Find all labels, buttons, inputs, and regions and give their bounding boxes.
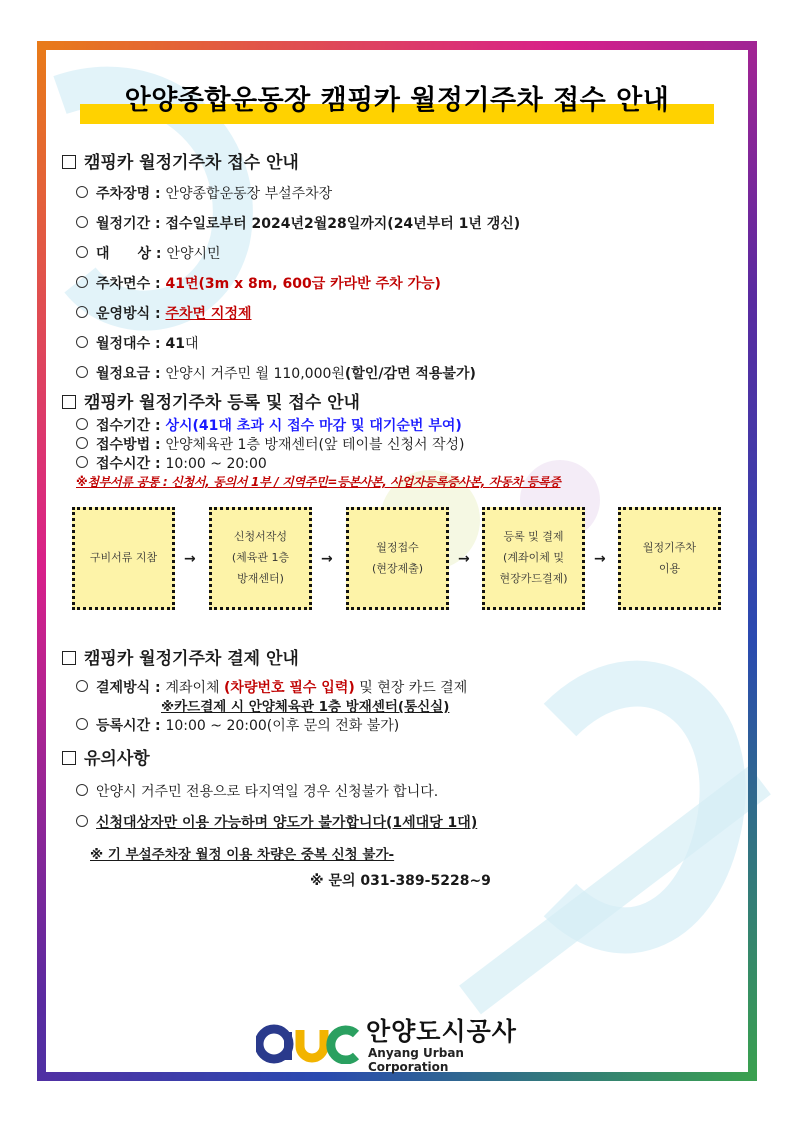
flow-step-payment: 등록 및 결제 (계좌이체 및 현장카드결제) [482, 507, 585, 610]
flow-step-submit: 월정접수 (현장제출) [346, 507, 449, 610]
section-heading-notice: 유의사항 [62, 744, 150, 769]
logo-name-korean: 안양도시공사 [366, 1017, 517, 1046]
checkbox-square-icon [62, 651, 76, 665]
contact-phone: ※ 문의 031-389-5228~9 [310, 873, 491, 889]
circle-bullet-icon [76, 418, 88, 430]
circle-bullet-icon [76, 437, 88, 449]
circle-bullet-icon [76, 366, 88, 378]
attachment-note: ※첨부서류 공통 : 신청서, 동의서 1부 / 지역주민=등본사본, 사업자등록증사본, 자동차 등록증 [76, 475, 561, 489]
arrow-right-icon: → [594, 551, 606, 567]
flow-step-form: 신청서작성 (체육관 1층 방재센터) [209, 507, 312, 610]
arrow-right-icon: → [321, 551, 333, 567]
info-row-target: 대 상 : 안양시민 [76, 243, 221, 263]
arrow-right-icon: → [184, 551, 196, 567]
info-row-fee: 월정요금 : 안양시 거주민 월 110,000원(할인/감면 적용불가) [76, 363, 476, 383]
info-row-period: 월정기간 : 접수일로부터 2024년2월28일까지(24년부터 1년 갱신) [76, 213, 520, 233]
notice-item-residents: 안양시 거주민 전용으로 타지역일 경우 신청불가 합니다. [76, 781, 438, 801]
info-row-pay-method: 결제방식 : 계좌이체 (차량번호 필수 입력) 및 현장 카드 결제 [76, 677, 467, 697]
checkbox-square-icon [62, 155, 76, 169]
title-block [80, 78, 714, 126]
auc-logo-mark-icon [256, 1020, 360, 1064]
section-heading-register: 캠핑카 월정기주차 등록 및 접수 안내 [62, 388, 360, 413]
circle-bullet-icon [76, 276, 88, 288]
circle-bullet-icon [76, 718, 88, 730]
circle-bullet-icon [76, 216, 88, 228]
section-heading-apply: 캠핑카 월정기주차 접수 안내 [62, 148, 299, 173]
info-row-apply-time: 접수시간 : 10:00 ~ 20:00 [76, 453, 267, 473]
flow-step-documents: 구비서류 지참 [72, 507, 175, 610]
info-row-apply-period: 접수기간 : 상시(41대 초과 시 접수 마감 및 대기순번 부여) [76, 415, 462, 435]
duplicate-caution: ※ 기 부설주차장 월정 이용 차량은 중복 신청 불가- [90, 847, 395, 863]
process-flow [72, 507, 722, 612]
info-row-count: 월정대수 : 41대 [76, 333, 198, 353]
info-row-parking-name: 주차장명 : 안양종합운동장 부설주차장 [76, 183, 332, 203]
circle-bullet-icon [76, 680, 88, 692]
section-heading-payment: 캠핑카 월정기주차 결제 안내 [62, 644, 299, 669]
circle-bullet-icon [76, 815, 88, 827]
circle-bullet-icon [76, 336, 88, 348]
arrow-right-icon: → [458, 551, 470, 567]
circle-bullet-icon [76, 456, 88, 468]
circle-bullet-icon [76, 784, 88, 796]
card-payment-note: ※카드결제 시 안양체육관 1층 방재센터(통신실) [161, 699, 450, 715]
circle-bullet-icon [76, 246, 88, 258]
info-row-operation: 운영방식 : 주차면 지정제 [76, 303, 252, 323]
auc-logo [256, 1012, 546, 1074]
info-row-reg-time: 등록시간 : 10:00 ~ 20:00(이후 문의 전화 불가) [76, 715, 399, 735]
checkbox-square-icon [62, 395, 76, 409]
checkbox-square-icon [62, 751, 76, 765]
info-row-spaces: 주차면수 : 41면(3m x 8m, 600급 카라반 주차 가능) [76, 273, 441, 293]
notice-item-transfer: 신청대상자만 이용 가능하며 양도가 불가합니다(1세대당 1대) [76, 812, 477, 832]
flow-step-use: 월정기주차 이용 [618, 507, 721, 610]
logo-name-english: Anyang Urban Corporation [368, 1046, 464, 1074]
info-row-apply-method: 접수방법 : 안양체육관 1층 방재센터(앞 테이블 신청서 작성) [76, 434, 465, 454]
page-title: 안양종합운동장 캠핑카 월정기주차 접수 안내 [124, 85, 670, 116]
circle-bullet-icon [76, 186, 88, 198]
circle-bullet-icon [76, 306, 88, 318]
